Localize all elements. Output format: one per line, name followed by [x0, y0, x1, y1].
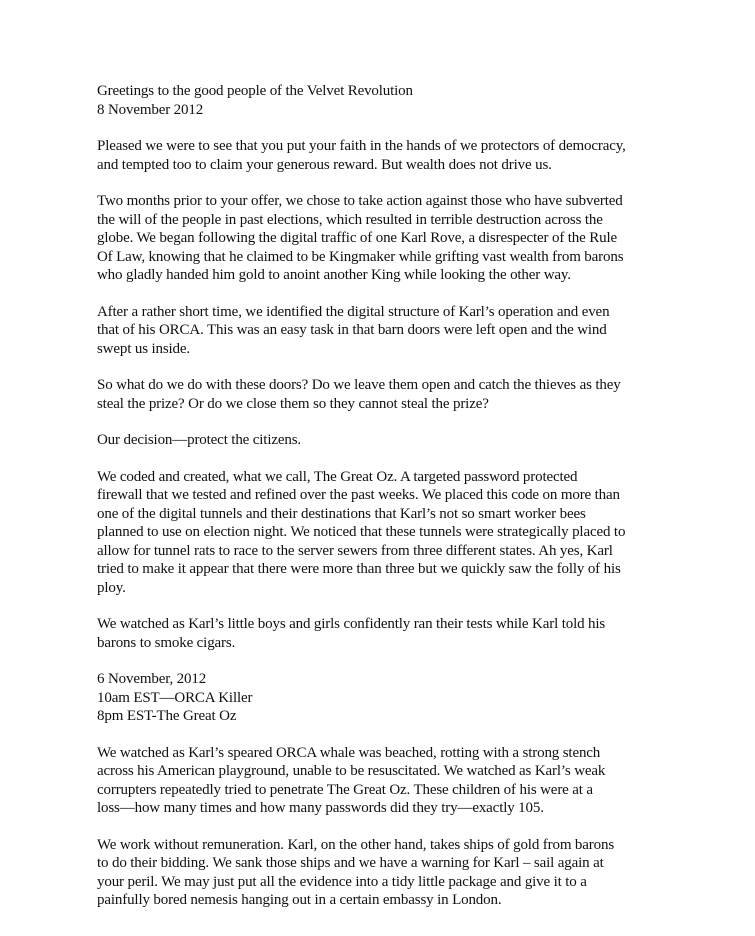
paragraph-line: Pleased we were to see that you put your faith in the hands of we protectors of democracy,	[97, 138, 626, 154]
paragraph-line: swept us inside.	[97, 340, 191, 357]
paragraph-4	[97, 376, 657, 413]
paragraph-line: allow for tunnel rats to race to the server sewers from three different states. Ah yes, Karl	[97, 542, 613, 559]
letter-date: 8 November 2012	[97, 101, 204, 118]
paragraph-line: your peril. We may just put all the evidence into a tidy little package and give it to a	[97, 873, 587, 890]
paragraph-line: firewall that we tested and refined over the past weeks. We placed this code on more than	[97, 487, 620, 503]
paragraph-line: painfully bored nemesis hanging out in a certain embassy in London.	[97, 892, 502, 908]
timeline-block	[97, 670, 657, 726]
paragraph-line: loss—how many times and how many passwords did they try—exactly 105.	[97, 800, 544, 816]
paragraph-2	[97, 192, 657, 285]
paragraph-line: barons to smoke cigars.	[97, 634, 236, 651]
paragraph-line: one of the digital tunnels and their destinations that Karl’s not so smart worker bees	[97, 505, 586, 522]
timeline-entry-great-oz: 8pm EST-The Great Oz	[97, 708, 237, 724]
paragraph-6	[97, 468, 657, 598]
paragraph-line: We watched as Karl’s speared ORCA whale was beached, rotting with a strong stench	[97, 744, 601, 761]
letter-body	[97, 82, 657, 928]
paragraph-line: tried to make it appear that there were more than three but we quickly saw the folly of his	[97, 561, 621, 577]
paragraph-line: planned to use on election night. We noticed that these tunnels were strategically placed to	[97, 524, 626, 540]
paragraph-9	[97, 836, 657, 910]
paragraph-3	[97, 303, 657, 359]
paragraph-line: Our decision—protect the citizens.	[97, 432, 301, 448]
paragraph-1	[97, 137, 657, 174]
greeting-line: Greetings to the good people of the Velvet Revolution	[97, 83, 413, 99]
paragraph-line: corrupters repeatedly tried to penetrate The Great Oz. These children of his were at a	[97, 781, 593, 798]
paragraph-line: So what do we do with these doors? Do we leave them open and catch the thieves as they	[97, 377, 621, 393]
paragraph-line: We work without remuneration. Karl, on the other hand, takes ships of gold from barons	[97, 836, 615, 853]
paragraph-line: to do their bidding. We sank those ships and we have a warning for Karl – sail again at	[97, 855, 604, 871]
letter-header	[97, 82, 657, 119]
paragraph-line: that of his ORCA. This was an easy task in that barn doors were left open and the wind	[97, 322, 607, 338]
paragraph-line: After a rather short time, we identified the digital structure of Karl’s operation and even	[97, 303, 610, 320]
paragraph-5	[97, 431, 657, 450]
timeline-entry-orca-killer: 10am EST—ORCA Killer	[97, 689, 253, 706]
paragraph-line: the will of the people in past elections, which resulted in terrible destruction across the	[97, 211, 603, 228]
paragraph-line: We coded and created, what we call, The Great Oz. A targeted password protected	[97, 468, 578, 485]
paragraph-line: We watched as Karl’s little boys and girls confidently ran their tests while Karl told his	[97, 616, 606, 632]
paragraph-line: ploy.	[97, 579, 126, 596]
paragraph-line: and tempted too to claim your generous reward. But wealth does not drive us.	[97, 156, 552, 173]
paragraph-line: globe. We began following the digital traffic of one Karl Rove, a disrespecter of the Rule	[97, 230, 617, 246]
paragraph-7	[97, 615, 657, 652]
paragraph-line: steal the prize? Or do we close them so they cannot steal the prize?	[97, 395, 489, 412]
paragraph-line: Of Law, knowing that he claimed to be Kingmaker while grifting vast wealth from barons	[97, 248, 624, 265]
paragraph-line: across his American playground, unable to be resuscitated. We watched as Karl’s weak	[97, 763, 606, 779]
paragraph-line: who gladly handed him gold to anoint another King while looking the other way.	[97, 267, 571, 283]
timeline-date: 6 November, 2012	[97, 671, 207, 687]
paragraph-8	[97, 744, 657, 818]
paragraph-line: Two months prior to your offer, we chose to take action against those who have subverted	[97, 193, 623, 209]
